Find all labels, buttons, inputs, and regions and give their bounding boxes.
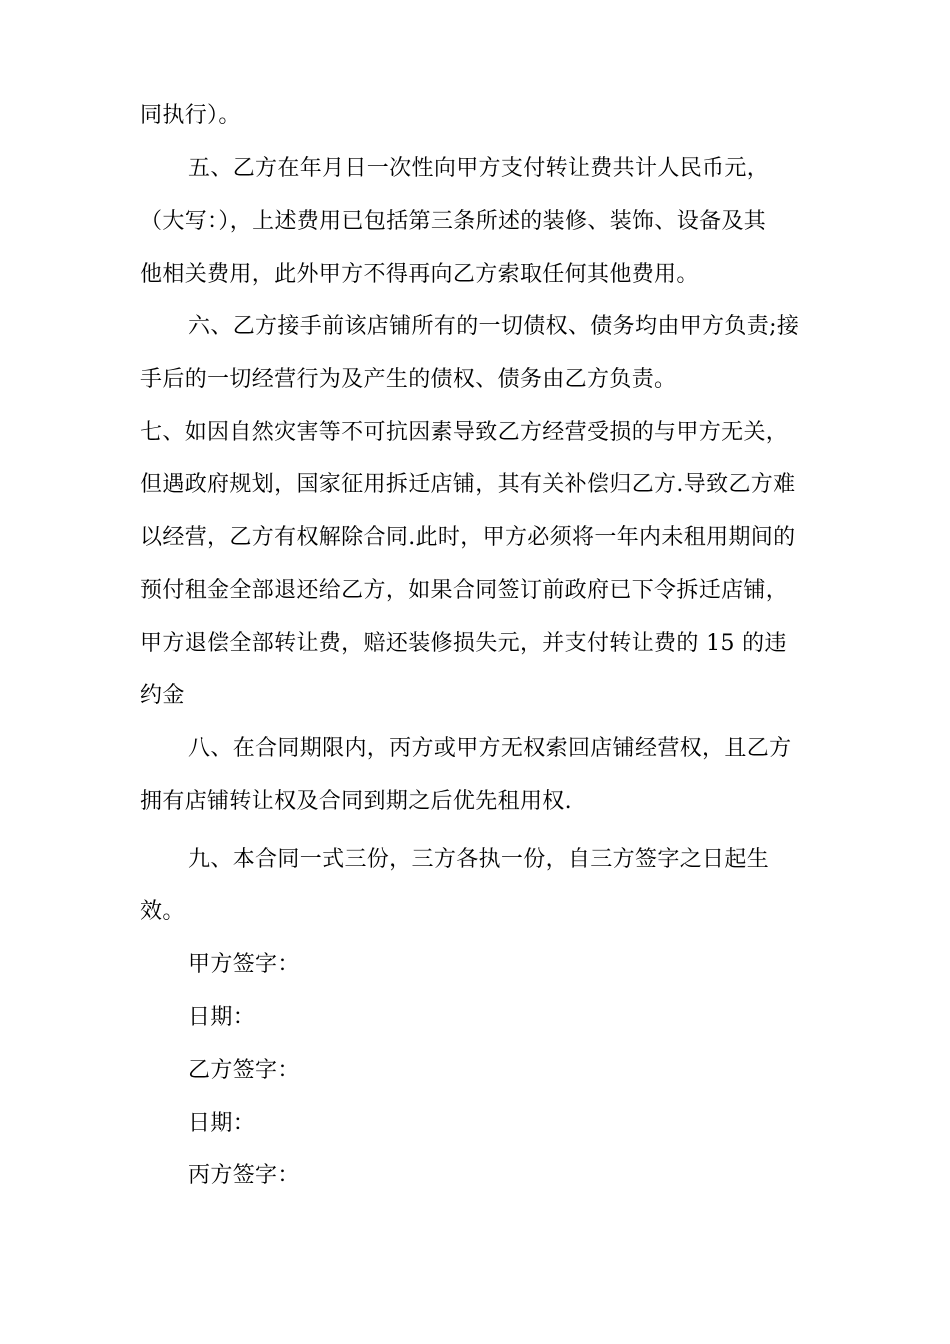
clause-7-line-3: 以经营，乙方有权解除合同.此时，甲方必须将一年内未租用期间的 <box>140 525 796 550</box>
party-b-signature-label: 乙方签字： <box>188 1058 300 1083</box>
clause-8-line-1: 八、在合同期限内，丙方或甲方无权索回店铺经营权，且乙方 <box>188 736 792 761</box>
clause-7-line-6: 约金 <box>140 683 185 708</box>
clause-7-line-5: 甲方退偿全部转让费，赔还装修损失元，并支付转让费的 15 的违 <box>140 631 787 656</box>
party-b-date-label: 日期： <box>188 1111 256 1136</box>
party-a-date-label: 日期： <box>188 1005 256 1030</box>
clause-6-line-2: 手后的一切经营行为及产生的债权、债务由乙方负责。 <box>140 367 677 392</box>
party-a-signature-label: 甲方签字： <box>188 952 300 977</box>
clause-5-line-3: 他相关费用，此外甲方不得再向乙方索取任何其他费用。 <box>140 262 699 287</box>
clause-8-line-2: 拥有店铺转让权及合同到期之后优先租用权. <box>140 789 572 814</box>
clause-7-line-4: 预付租金全部退还给乙方，如果合同签订前政府已下令拆迁店铺， <box>140 578 789 603</box>
clause-5-line-1: 五、乙方在年月日一次性向甲方支付转让费共计人民币元， <box>188 156 770 181</box>
text-line-1: 同执行）。 <box>140 103 241 128</box>
clause-7-line-2: 但遇政府规划，国家征用拆迁店铺，其有关补偿归乙方.导致乙方难 <box>140 472 796 497</box>
clause-7-line-1: 七、如因自然灾害等不可抗因素导致乙方经营受损的与甲方无关， <box>140 420 789 445</box>
clause-9-line-2: 效。 <box>140 899 185 924</box>
clause-6-line-1: 六、乙方接手前该店铺所有的一切债权、债务均由甲方负责;接 <box>188 314 800 339</box>
party-c-signature-label: 丙方签字： <box>188 1163 300 1188</box>
clause-9-line-1: 九、本合同一式三份，三方各执一份，自三方签字之日起生 <box>188 847 770 872</box>
clause-5-line-2: （大写：），上述费用已包括第三条所述的装修、装饰、设备及其 <box>140 209 767 234</box>
